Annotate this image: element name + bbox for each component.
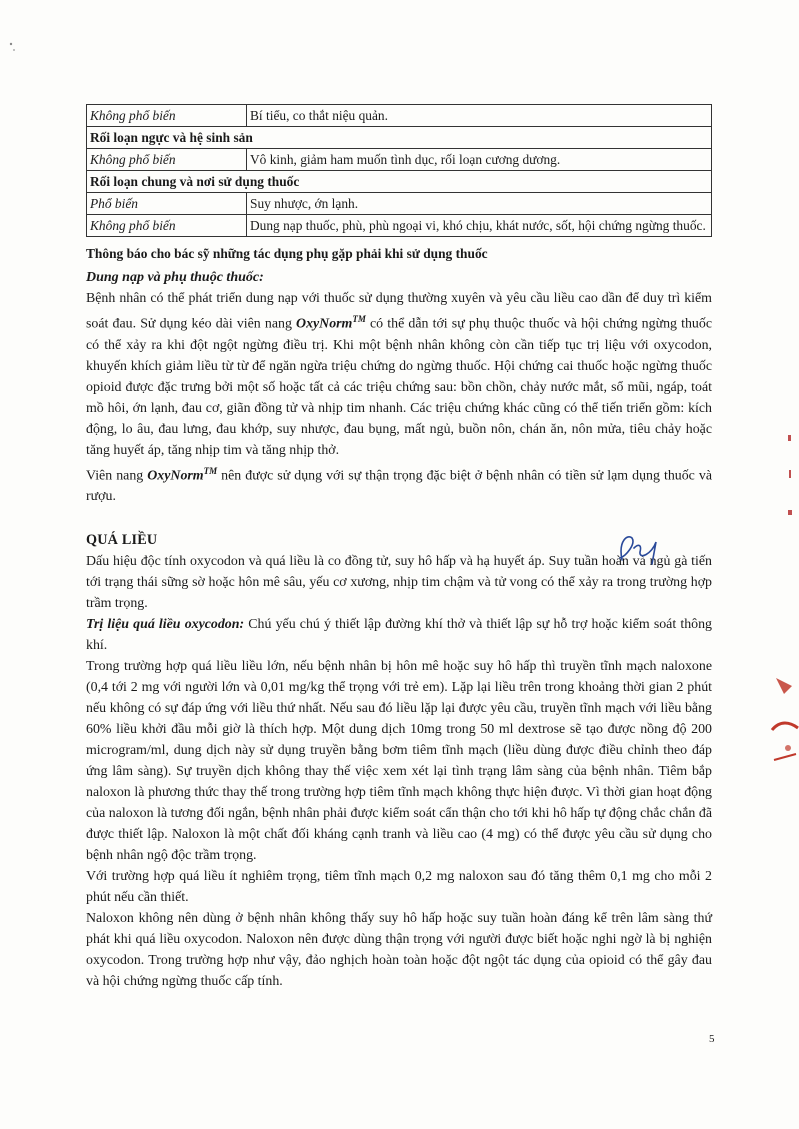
effect-cell: Dung nạp thuốc, phù, phù ngoại vi, khó chịu, khát nước, sốt, hội chứng ngừng thuốc. [247, 215, 712, 237]
side-effect-notice: Thông báo cho bác sỹ những tác dụng phụ gặp phải khi sử dụng thuốc [86, 246, 488, 261]
dependence-paragraph [86, 288, 712, 461]
adverse-effects-table [86, 104, 712, 237]
brand-name: OxyNorm [296, 316, 353, 332]
text-run: Viên nang [86, 468, 148, 484]
table-row [87, 193, 712, 215]
effect-cell: Suy nhược, ớn lạnh. [247, 193, 712, 215]
frequency-cell: Không phổ biến [87, 149, 247, 171]
text-run: nên được sử dụng với sự thận trọng đặc biệt ở bệnh nhân có tiền sử lạm dụng thuốc và rượu. [86, 468, 712, 505]
effect-cell: Bí tiểu, co thắt niệu quản. [247, 105, 712, 127]
overdose-heading: QUÁ LIỀU [86, 532, 158, 549]
text-run: Bệnh nhân có thể phát triển dung nạp với thuốc sử dụng thường xuyên và yêu cầu liều cao dần để duy trì kiểm soát đau. Sử dụng kéo dài viên nang [86, 291, 712, 332]
table-row [87, 149, 712, 171]
frequency-cell: Không phổ biến [87, 105, 247, 127]
brand-name: OxyNorm [147, 468, 204, 484]
section-title: Rối loạn ngực và hệ sinh sản [87, 127, 712, 149]
section-title: Rối loạn chung và nơi sử dụng thuốc [87, 171, 712, 193]
handwritten-initials-icon [612, 530, 672, 575]
page-number: 5 [709, 1033, 715, 1045]
table-section-row [87, 171, 712, 193]
mild-overdose-paragraph: Với trường hợp quá liều ít nghiêm trọng, tiêm tĩnh mạch 0,2 mg naloxon sau đó tăng thêm 0,1 mg cho mỗi 2 phút nếu cần thiết. [86, 869, 712, 906]
text-run: có thể dẫn tới sự phụ thuộc thuốc và hội chứng ngừng thuốc có thể xảy ra khi đột ngột ngừng điều trị. Khi một bệnh nhân không còn cần tiếp tục trị liệu với oxycodon, khuyến khích giảm liều từ từ để ngăn ngừa triệu chứng do ngừng thuốc. Hội chứng cai thuốc hoặc ngừng thuốc opioid được đặc trưng bởi một số hoặc tất cả các triệu chứng sau: bồn chồn, chảy nước mắt, sổ mũi, ngáp, toát mồ hôi, ớn lạnh, đau cơ, giãn đồng tử và nhịp tim nhanh. Các triệu chứng khác cũng có thể tiến triển gồm: kích động, lo âu, đau lưng, đau khớp, suy nhược, đau bụng, mất ngủ, buồn nôn, chán ăn, nôn mửa, tiêu chảy hoặc tăng huyết áp, tăng nhịp tim và tăng nhịp thở. [86, 316, 712, 458]
stamp-edge-icon [770, 670, 799, 775]
naloxone-caution-paragraph: Naloxon không nên dùng ở bệnh nhân không thấy suy hô hấp hoặc suy tuần hoàn đáng kể trên lâm sàng thứ phát khi quá liều oxycodon. Naloxon nên được dùng thận trọng với người được biết hoặc nghi ngờ là bị nghiện oxycodon. Trong trường hợp như vậy, đảo nghịch hoàn toàn hoặc đột ngột tác dụng của opioid có thể gây đau và hội chứng ngừng thuốc cấp tính. [86, 911, 712, 990]
text-run: Chú yếu chú ý thiết lập đường khí thở và thiết lập sự hỗ trợ hoặc kiểm soát thông khí. [86, 617, 712, 654]
overdose-signs-paragraph: Dấu hiệu độc tính oxycodon và quá liều là co đồng tử, suy hô hấp và hạ huyết áp. Suy tuần hoàn và ngủ gà tiến tới trạng thái sững sờ hoặc hôn mê sâu, yếu cơ xương, nhịp tim chậm và tử vong có thể xảy ra trong trường hợp trầm trọng. [86, 554, 712, 612]
effect-cell: Vô kinh, giảm ham muốn tình dục, rối loạn cương dương. [247, 149, 712, 171]
table-section-row [87, 127, 712, 149]
table-row [87, 215, 712, 237]
margin-stamp-fragment-icon [786, 430, 796, 544]
frequency-cell: Phổ biến [87, 193, 247, 215]
treatment-heading: Trị liệu quá liều oxycodon: [86, 617, 245, 633]
trademark-mark: TM [203, 465, 218, 476]
dependence-heading: Dung nạp và phụ thuộc thuốc: [86, 270, 264, 285]
naloxone-paragraph: Trong trường hợp quá liều liều lớn, nếu bệnh nhân bị hôn mê hoặc suy hô hấp thì truyền tĩnh mạch naloxone (0,4 tới 2 mg với người lớn và 0,01 mg/kg thể trọng với trẻ em). Lặp lại liều trên trong khoảng thời gian 2 phút nếu không có sự đáp ứng với liều thứ nhất. Nếu sau đó liều lặp lại được yêu cầu, truyền tĩnh mạch với liều bằng 60% liều khởi đầu mỗi giờ là thích hợp. Một dung dịch 10mg trong 50 ml dextrose sẽ tạo được nồng độ 200 microgram/ml, dung dịch này sử dụng truyền bằng bơm tiêm tĩnh mạch (liều dùng được điều chỉnh theo đáp ứng lâm sàng). Sự truyền dịch không thay thế việc xem xét lại tình trạng lâm sàng của bệnh nhân. Tiêm bắp naloxon là phương thức thay thế trong trường hợp tiêm tĩnh mạch không thực hiện được. Vì thời gian hoạt động của naloxon là tương đối ngắn, bệnh nhân phải được kiểm soát cẩn thận cho tới khi hô hấp tự động chắc chắn đã được thiết lập. Naloxon là một chất đối kháng cạnh tranh và liều cao (4 mg) có thể được yêu cầu sử dụng cho bệnh nhân ngộ độc trầm trọng. [86, 659, 712, 864]
caution-paragraph [86, 461, 712, 508]
table-row [87, 105, 712, 127]
frequency-cell: Không phổ biến [87, 215, 247, 237]
scan-speck-icon [8, 40, 18, 59]
trademark-mark: TM [352, 314, 366, 324]
treatment-paragraph [86, 614, 712, 656]
